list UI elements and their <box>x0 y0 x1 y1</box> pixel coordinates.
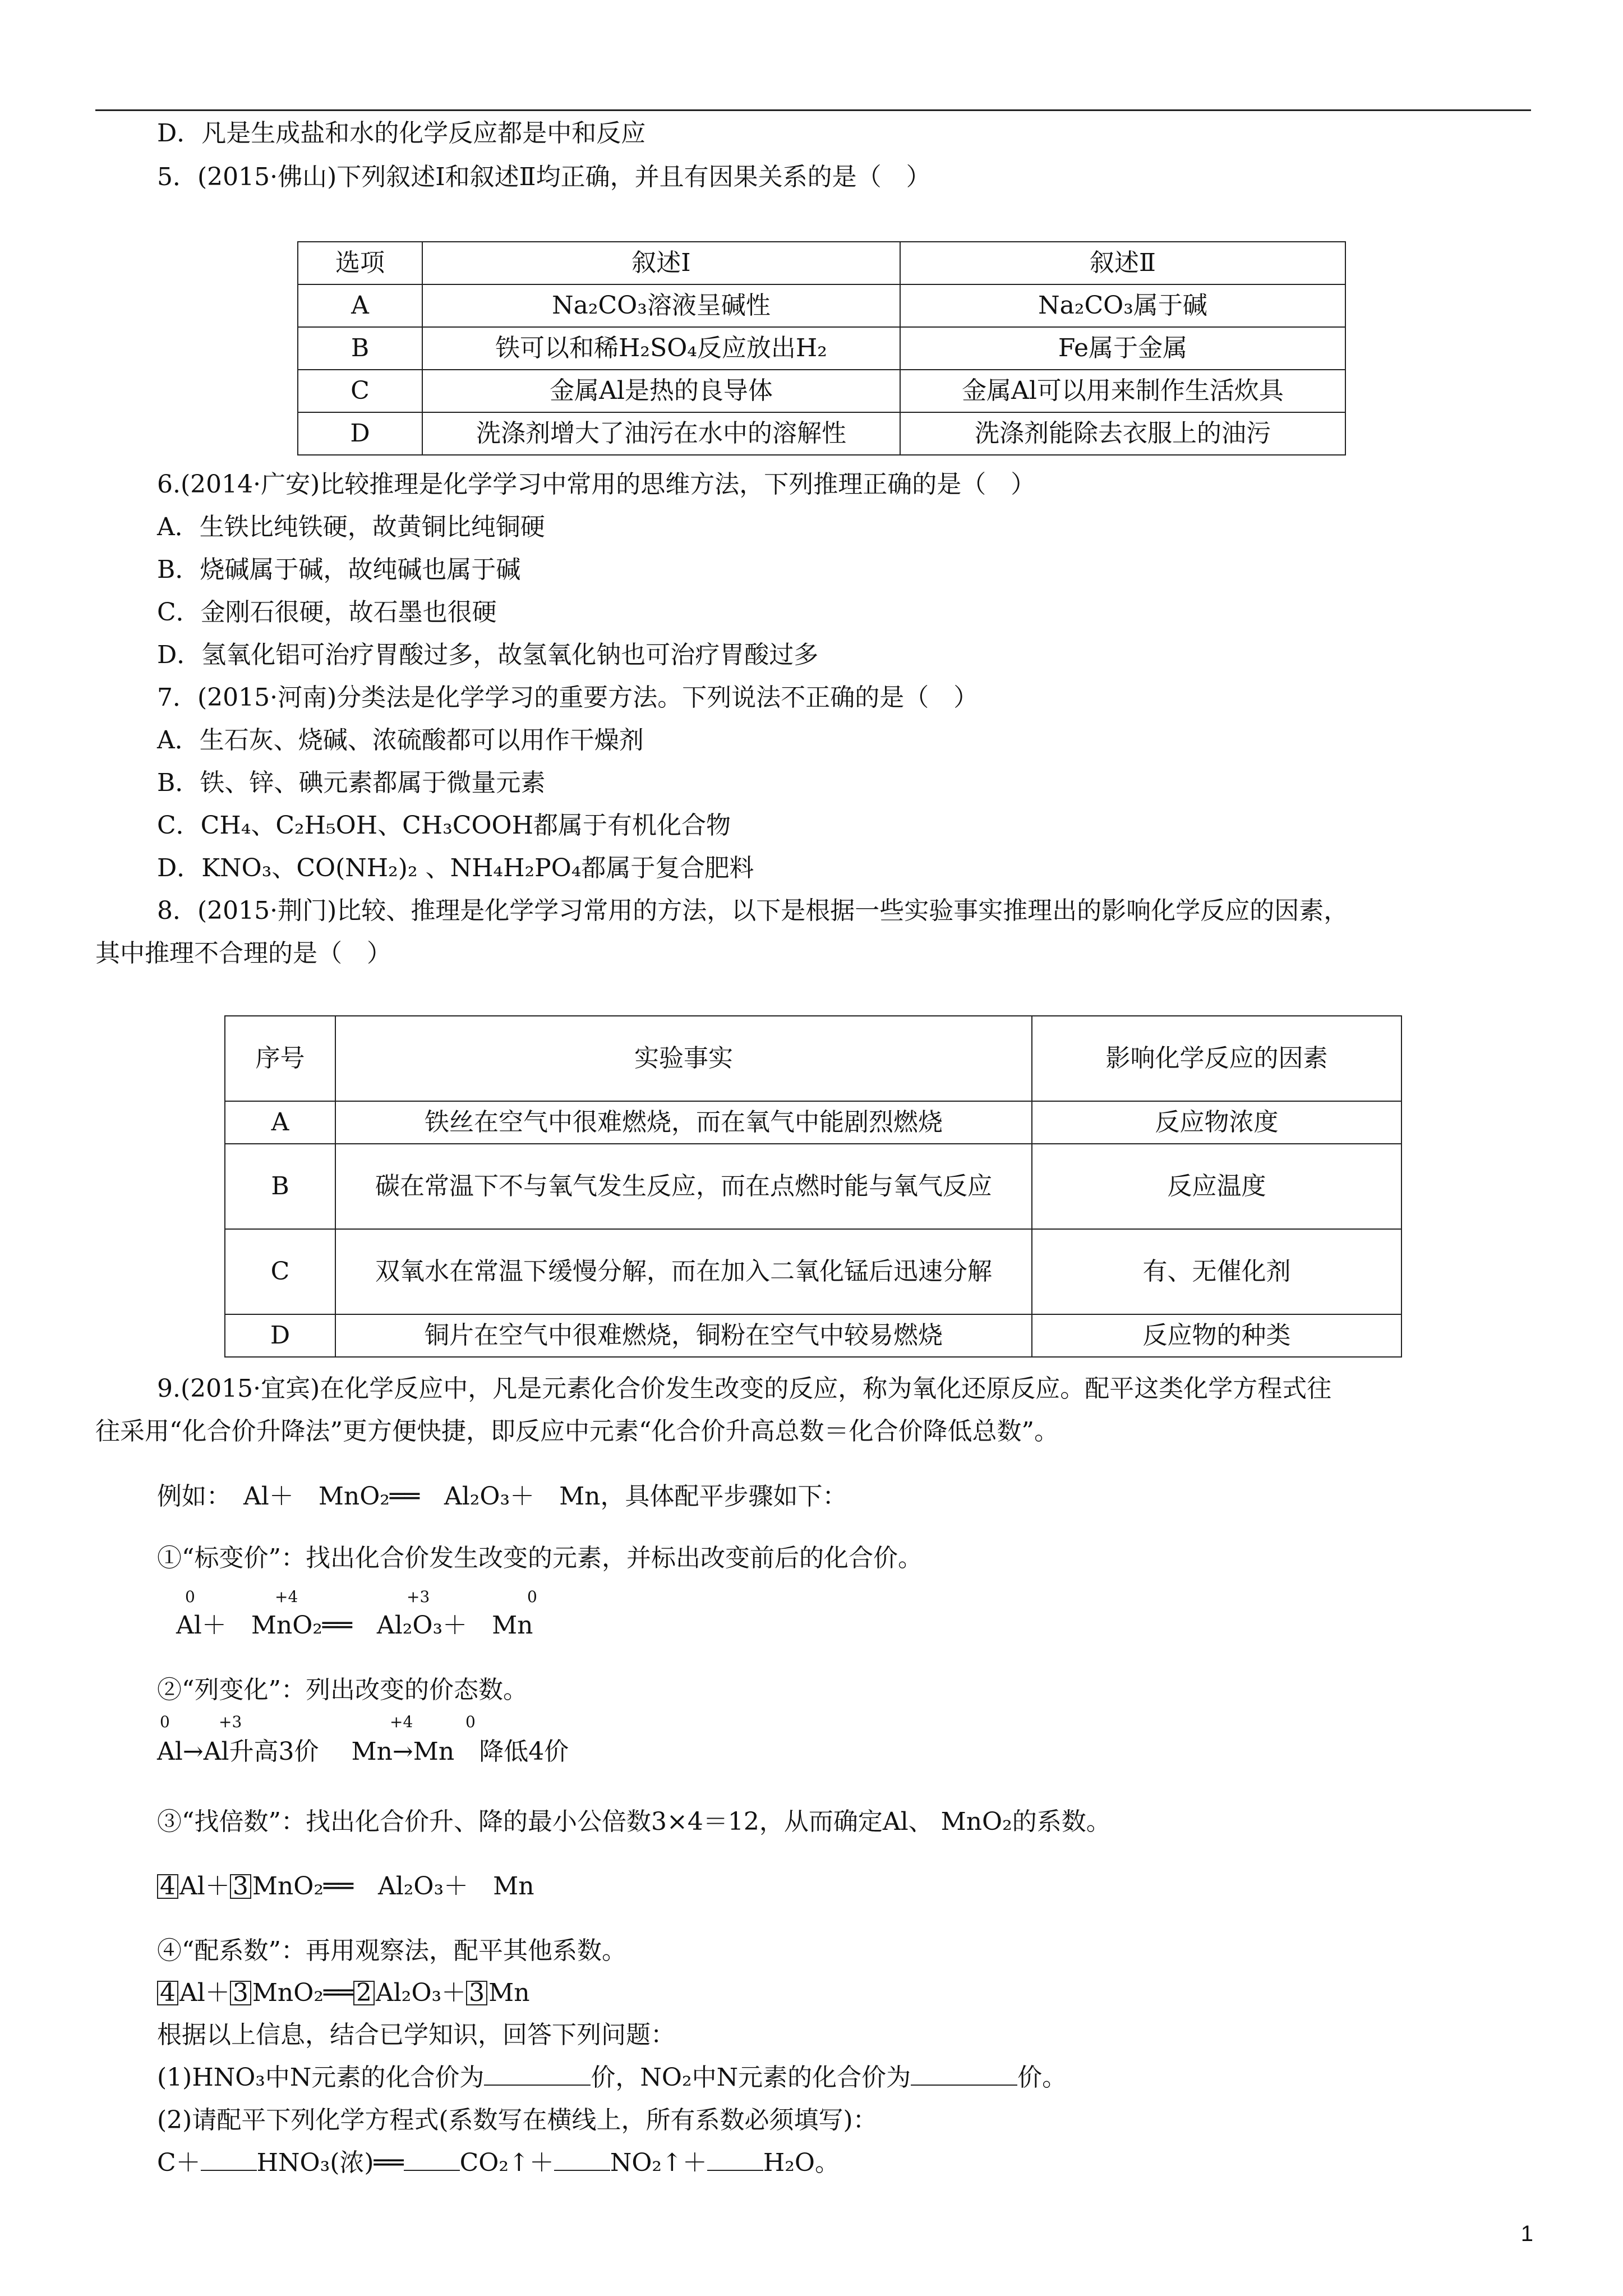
q6-option-b: B．烧碱属于碱，故纯碱也属于碱 <box>157 555 521 584</box>
q9-change-mn-from: +4 <box>390 1713 413 1731</box>
coefficient-blank[interactable] <box>707 2147 763 2171</box>
coefficient-box: 4 <box>157 1874 178 1899</box>
q5-row-c-statement-1: 金属Al是热的良导体 <box>422 370 900 412</box>
q5-row-d-option: D <box>298 412 422 455</box>
q9-equation-balanced <box>157 1977 530 2009</box>
q8-row-d-number: D <box>225 1314 335 1357</box>
part-1-text: 价，NO₂中N元素的化合价为 <box>591 2063 911 2092</box>
q8-row-c-fact: 双氧水在常温下缓慢分解，而在加入二氧化锰后迅速分解 <box>335 1229 1032 1314</box>
q9-step-2: ②“列变化”：列出改变的价态数。 <box>157 1676 528 1704</box>
q9-step-1: ①“标变价”：找出化合价发生改变的元素，并标出改变前后的化合价。 <box>157 1544 923 1572</box>
q9-part-2: (2)请配平下列化学方程式(系数写在横线上，所有系数必须填写)： <box>157 2106 878 2134</box>
q6-option-d: D．氢氧化铝可治疗胃酸过多，故氢氧化钠也可治疗胃酸过多 <box>157 641 819 669</box>
q9-part-1 <box>157 2062 1067 2093</box>
q8-table <box>224 1015 1402 1358</box>
q5-row-b-statement-1: 铁可以和稀H₂SO₄反应放出H₂ <box>422 327 900 370</box>
header-rule <box>95 109 1531 111</box>
formula-part: NO₂↑＋ <box>610 2148 707 2177</box>
q9-stem-line-1: 9.(2015·宜宾)在化学反应中，凡是元素化合价发生改变的反应，称为氧化还原反应。配平这类化学方程式往 <box>157 1374 1332 1403</box>
q8-row-b-fact: 碳在常温下不与氧气发生反应，而在点燃时能与氧气反应 <box>335 1144 1032 1229</box>
q5-row-a-statement-1: Na₂CO₃溶液呈碱性 <box>422 284 900 327</box>
answer-blank[interactable] <box>484 2062 591 2086</box>
q5-table <box>297 241 1346 455</box>
q8-stem-line-1: 8．(2015·荆门)比较、推理是化学学习常用的方法，以下是根据一些实验事实推理出的影响化学反应的因素， <box>157 896 1349 925</box>
q8-row-c-factor: 有、无催化剂 <box>1032 1229 1401 1314</box>
coefficient-box: 4 <box>157 1981 178 2005</box>
q5-header-statement-1: 叙述Ⅰ <box>422 242 900 284</box>
coefficient-blank[interactable] <box>201 2147 257 2171</box>
q9-stem-line-2: 往采用“化合价升降法”更方便快捷，即反应中元素“化合价升高总数＝化合价降低总数”。 <box>95 1417 1059 1446</box>
formula-part: Al₂O₃＋ <box>375 1978 467 2007</box>
part-1-text: 价。 <box>1017 2063 1067 2092</box>
q5-row-a-statement-2: Na₂CO₃属于碱 <box>900 284 1345 327</box>
formula-part: MnO₂══ <box>252 1978 353 2007</box>
q9-example: 例如： Al＋ MnO₂══ Al₂O₃＋ Mn，具体配平步骤如下： <box>157 1482 847 1511</box>
q8-row-b-number: B <box>225 1144 335 1229</box>
q9-equation-multiples <box>157 1871 534 1902</box>
q8-stem-line-2: 其中推理不合理的是（ ） <box>95 939 391 968</box>
q9-equation-to-balance <box>157 2147 840 2179</box>
q9-valence-mn-after: 0 <box>527 1588 537 1606</box>
q9-valence-mn-before: +4 <box>275 1588 298 1606</box>
formula-part: HNO₃(浓)══ <box>256 2148 404 2177</box>
q9-equation-marked: Al＋ MnO₂══ Al₂O₃＋ Mn <box>168 1611 533 1640</box>
q9-step-4: ④“配系数”：再用观察法，配平其他系数。 <box>157 1936 626 1965</box>
formula-part: MnO₂══ Al₂O₃＋ Mn <box>252 1872 534 1901</box>
q5-header-statement-2: 叙述Ⅱ <box>900 242 1345 284</box>
q9-change-al-from: 0 <box>160 1713 170 1731</box>
q7-option-a: A．生石灰、烧碱、浓硫酸都可以用作干燥剂 <box>157 726 644 754</box>
q8-row-d-fact: 铜片在空气中很难燃烧，铜粉在空气中较易燃烧 <box>335 1314 1032 1357</box>
formula-part: CO₂↑＋ <box>459 2148 554 2177</box>
q7-stem: 7．(2015·河南)分类法是化学学习的重要方法。下列说法不正确的是（ ） <box>157 683 979 712</box>
q5-row-a-option: A <box>298 284 422 327</box>
coefficient-box: 2 <box>353 1981 375 2005</box>
q5-row-d-statement-2: 洗涤剂能除去衣服上的油污 <box>900 412 1345 455</box>
q5-row-c-option: C <box>298 370 422 412</box>
q9-change-mn-to: 0 <box>465 1713 476 1731</box>
q8-row-b-factor: 反应温度 <box>1032 1144 1401 1229</box>
q9-valence-al-before: 0 <box>185 1588 195 1606</box>
q9-change-al-to: +3 <box>219 1713 242 1731</box>
coefficient-box: 3 <box>230 1981 251 2005</box>
q8-row-c-number: C <box>225 1229 335 1314</box>
q9-intro: 根据以上信息，结合已学知识，回答下列问题： <box>157 2021 675 2049</box>
q9-valence-al-after: +3 <box>407 1588 430 1606</box>
q7-option-d: D．KNO₃、CO(NH₂)₂ 、NH₄H₂PO₄都属于复合肥料 <box>157 854 754 882</box>
answer-blank[interactable] <box>911 2062 1017 2086</box>
q6-option-a: A．生铁比纯铁硬，故黄铜比纯铜硬 <box>157 513 545 541</box>
coefficient-box: 3 <box>230 1874 251 1899</box>
formula-part: C＋ <box>157 2148 201 2177</box>
q8-row-a-factor: 反应物浓度 <box>1032 1101 1401 1144</box>
q5-row-d-statement-1: 洗涤剂增大了油污在水中的溶解性 <box>422 412 900 455</box>
q5-row-c-statement-2: 金属Al可以用来制作生活炊具 <box>900 370 1345 412</box>
q8-header-factor: 影响化学反应的因素 <box>1032 1016 1401 1101</box>
formula-part: Al＋ <box>179 1872 230 1901</box>
q9-step-3: ③“找倍数”：找出化合价升、降的最小公倍数3×4＝12，从而确定Al、 MnO₂的系数。 <box>157 1807 1111 1836</box>
coefficient-blank[interactable] <box>554 2147 610 2171</box>
q9-change-list: Al→Al升高3价 Mn→Mn 降低4价 <box>157 1737 569 1766</box>
q5-row-b-statement-2: Fe属于金属 <box>900 327 1345 370</box>
q6-stem: 6.(2014·广安)比较推理是化学学习中常用的思维方法，下列推理正确的是（ ） <box>157 470 1036 499</box>
coefficient-box: 3 <box>466 1981 487 2005</box>
formula-part: H₂O。 <box>763 2148 840 2177</box>
q5-stem: 5．(2015·佛山)下列叙述Ⅰ和叙述Ⅱ均正确，并且有因果关系的是（ ） <box>157 163 931 191</box>
q6-option-c: C．金刚石很硬，故石墨也很硬 <box>157 598 497 627</box>
q8-row-a-number: A <box>225 1101 335 1144</box>
formula-part: Al＋ <box>179 1978 230 2007</box>
coefficient-blank[interactable] <box>404 2147 460 2171</box>
formula-part: Mn <box>488 1978 530 2007</box>
q8-header-number: 序号 <box>225 1016 335 1101</box>
q8-header-fact: 实验事实 <box>335 1016 1032 1101</box>
q5-row-b-option: B <box>298 327 422 370</box>
q5-header-option: 选项 <box>298 242 422 284</box>
option-d-previous: D．凡是生成盐和水的化学反应都是中和反应 <box>157 119 646 148</box>
page-number: 1 <box>1520 2221 1533 2246</box>
part-1-text: (1)HNO₃中N元素的化合价为 <box>157 2063 485 2092</box>
q7-option-b: B．铁、锌、碘元素都属于微量元素 <box>157 769 546 797</box>
q7-option-c: C．CH₄、C₂H₅OH、CH₃COOH都属于有机化合物 <box>157 811 731 840</box>
q8-row-a-fact: 铁丝在空气中很难燃烧，而在氧气中能剧烈燃烧 <box>335 1101 1032 1144</box>
q8-row-d-factor: 反应物的种类 <box>1032 1314 1401 1357</box>
